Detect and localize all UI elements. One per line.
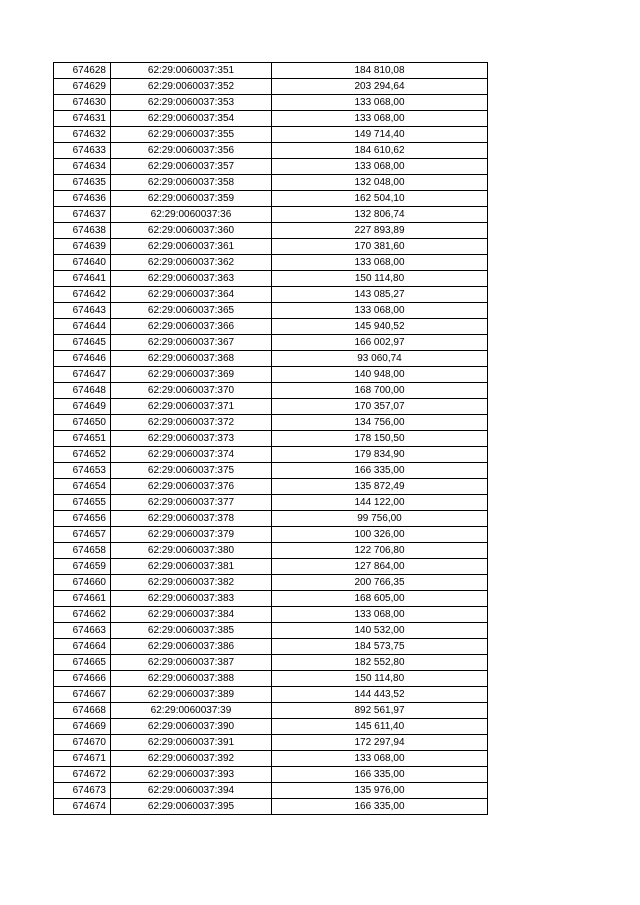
cadastral-number-cell: 62:29:0060037:372	[111, 415, 272, 431]
amount-cell: 133 068,00	[272, 111, 488, 127]
table-row	[54, 111, 488, 127]
row-number-cell: 674662	[54, 607, 111, 623]
table-row	[54, 239, 488, 255]
cadastral-number-cell: 62:29:0060037:367	[111, 335, 272, 351]
table-row	[54, 543, 488, 559]
amount-cell: 184 573,75	[272, 639, 488, 655]
table-row	[54, 415, 488, 431]
row-number-cell: 674660	[54, 575, 111, 591]
amount-cell: 184 810,08	[272, 63, 488, 79]
cadastral-number-cell: 62:29:0060037:391	[111, 735, 272, 751]
cadastral-number-cell: 62:29:0060037:356	[111, 143, 272, 159]
row-number-cell: 674654	[54, 479, 111, 495]
row-number-cell: 674648	[54, 383, 111, 399]
table-row	[54, 783, 488, 799]
amount-cell: 133 068,00	[272, 303, 488, 319]
row-number-cell: 674664	[54, 639, 111, 655]
table-row	[54, 431, 488, 447]
cadastral-number-cell: 62:29:0060037:353	[111, 95, 272, 111]
amount-cell: 203 294,64	[272, 79, 488, 95]
amount-cell: 140 948,00	[272, 367, 488, 383]
row-number-cell: 674661	[54, 591, 111, 607]
amount-cell: 140 532,00	[272, 623, 488, 639]
cadastral-number-cell: 62:29:0060037:384	[111, 607, 272, 623]
table-row	[54, 287, 488, 303]
amount-cell: 93 060,74	[272, 351, 488, 367]
amount-cell: 133 068,00	[272, 751, 488, 767]
row-number-cell: 674629	[54, 79, 111, 95]
table-row	[54, 767, 488, 783]
table-row	[54, 463, 488, 479]
cadastral-number-cell: 62:29:0060037:359	[111, 191, 272, 207]
amount-cell: 184 610,62	[272, 143, 488, 159]
cadastral-number-cell: 62:29:0060037:373	[111, 431, 272, 447]
data-table	[53, 62, 488, 815]
amount-cell: 135 872,49	[272, 479, 488, 495]
table-row	[54, 751, 488, 767]
cadastral-number-cell: 62:29:0060037:394	[111, 783, 272, 799]
cadastral-number-cell: 62:29:0060037:370	[111, 383, 272, 399]
cadastral-number-cell: 62:29:0060037:364	[111, 287, 272, 303]
row-number-cell: 674635	[54, 175, 111, 191]
cadastral-number-cell: 62:29:0060037:368	[111, 351, 272, 367]
amount-cell: 166 335,00	[272, 767, 488, 783]
row-number-cell: 674667	[54, 687, 111, 703]
table-row	[54, 671, 488, 687]
amount-cell: 166 002,97	[272, 335, 488, 351]
amount-cell: 135 976,00	[272, 783, 488, 799]
table-row	[54, 335, 488, 351]
row-number-cell: 674643	[54, 303, 111, 319]
table-row	[54, 319, 488, 335]
cadastral-number-cell: 62:29:0060037:361	[111, 239, 272, 255]
table-row	[54, 143, 488, 159]
row-number-cell: 674665	[54, 655, 111, 671]
table-body	[54, 63, 488, 815]
cadastral-number-cell: 62:29:0060037:379	[111, 527, 272, 543]
row-number-cell: 674657	[54, 527, 111, 543]
row-number-cell: 674645	[54, 335, 111, 351]
cadastral-number-cell: 62:29:0060037:376	[111, 479, 272, 495]
row-number-cell: 674658	[54, 543, 111, 559]
table-row	[54, 159, 488, 175]
amount-cell: 100 326,00	[272, 527, 488, 543]
cadastral-number-cell: 62:29:0060037:386	[111, 639, 272, 655]
row-number-cell: 674666	[54, 671, 111, 687]
row-number-cell: 674672	[54, 767, 111, 783]
table-row	[54, 527, 488, 543]
row-number-cell: 674663	[54, 623, 111, 639]
amount-cell: 122 706,80	[272, 543, 488, 559]
row-number-cell: 674633	[54, 143, 111, 159]
row-number-cell: 674653	[54, 463, 111, 479]
amount-cell: 132 806,74	[272, 207, 488, 223]
amount-cell: 172 297,94	[272, 735, 488, 751]
cadastral-number-cell: 62:29:0060037:366	[111, 319, 272, 335]
cadastral-number-cell: 62:29:0060037:360	[111, 223, 272, 239]
table-row	[54, 655, 488, 671]
cadastral-number-cell: 62:29:0060037:351	[111, 63, 272, 79]
row-number-cell: 674631	[54, 111, 111, 127]
cadastral-number-cell: 62:29:0060037:388	[111, 671, 272, 687]
cadastral-number-cell: 62:29:0060037:36	[111, 207, 272, 223]
amount-cell: 182 552,80	[272, 655, 488, 671]
amount-cell: 133 068,00	[272, 255, 488, 271]
cadastral-number-cell: 62:29:0060037:381	[111, 559, 272, 575]
cadastral-number-cell: 62:29:0060037:363	[111, 271, 272, 287]
table-row	[54, 175, 488, 191]
table-row	[54, 383, 488, 399]
table-row	[54, 623, 488, 639]
cadastral-number-cell: 62:29:0060037:365	[111, 303, 272, 319]
row-number-cell: 674670	[54, 735, 111, 751]
amount-cell: 170 381,60	[272, 239, 488, 255]
row-number-cell: 674668	[54, 703, 111, 719]
cadastral-number-cell: 62:29:0060037:390	[111, 719, 272, 735]
cadastral-number-cell: 62:29:0060037:358	[111, 175, 272, 191]
amount-cell: 168 605,00	[272, 591, 488, 607]
amount-cell: 143 085,27	[272, 287, 488, 303]
row-number-cell: 674673	[54, 783, 111, 799]
row-number-cell: 674656	[54, 511, 111, 527]
amount-cell: 144 122,00	[272, 495, 488, 511]
amount-cell: 133 068,00	[272, 159, 488, 175]
row-number-cell: 674639	[54, 239, 111, 255]
row-number-cell: 674646	[54, 351, 111, 367]
row-number-cell: 674630	[54, 95, 111, 111]
amount-cell: 162 504,10	[272, 191, 488, 207]
row-number-cell: 674636	[54, 191, 111, 207]
row-number-cell: 674650	[54, 415, 111, 431]
row-number-cell: 674634	[54, 159, 111, 175]
cadastral-number-cell: 62:29:0060037:39	[111, 703, 272, 719]
row-number-cell: 674647	[54, 367, 111, 383]
table-row	[54, 687, 488, 703]
amount-cell: 168 700,00	[272, 383, 488, 399]
cadastral-number-cell: 62:29:0060037:392	[111, 751, 272, 767]
amount-cell: 99 756,00	[272, 511, 488, 527]
amount-cell: 179 834,90	[272, 447, 488, 463]
table-row	[54, 591, 488, 607]
cadastral-number-cell: 62:29:0060037:393	[111, 767, 272, 783]
table-row	[54, 607, 488, 623]
table-row	[54, 223, 488, 239]
table-row	[54, 399, 488, 415]
row-number-cell: 674674	[54, 799, 111, 815]
cadastral-number-cell: 62:29:0060037:389	[111, 687, 272, 703]
table-row	[54, 799, 488, 815]
table-row	[54, 255, 488, 271]
row-number-cell: 674651	[54, 431, 111, 447]
table-row	[54, 447, 488, 463]
cadastral-number-cell: 62:29:0060037:354	[111, 111, 272, 127]
table-row	[54, 511, 488, 527]
table-row	[54, 95, 488, 111]
amount-cell: 145 611,40	[272, 719, 488, 735]
amount-cell: 178 150,50	[272, 431, 488, 447]
row-number-cell: 674644	[54, 319, 111, 335]
table-row	[54, 79, 488, 95]
cadastral-number-cell: 62:29:0060037:378	[111, 511, 272, 527]
table-row	[54, 303, 488, 319]
table-row	[54, 575, 488, 591]
table-row	[54, 735, 488, 751]
table-row	[54, 495, 488, 511]
amount-cell: 166 335,00	[272, 799, 488, 815]
amount-cell: 892 561,97	[272, 703, 488, 719]
row-number-cell: 674671	[54, 751, 111, 767]
row-number-cell: 674638	[54, 223, 111, 239]
cadastral-number-cell: 62:29:0060037:383	[111, 591, 272, 607]
table-row	[54, 351, 488, 367]
row-number-cell: 674659	[54, 559, 111, 575]
row-number-cell: 674640	[54, 255, 111, 271]
amount-cell: 149 714,40	[272, 127, 488, 143]
cadastral-number-cell: 62:29:0060037:387	[111, 655, 272, 671]
table-row	[54, 271, 488, 287]
row-number-cell: 674655	[54, 495, 111, 511]
amount-cell: 134 756,00	[272, 415, 488, 431]
amount-cell: 132 048,00	[272, 175, 488, 191]
table-row	[54, 703, 488, 719]
cadastral-number-cell: 62:29:0060037:362	[111, 255, 272, 271]
row-number-cell: 674642	[54, 287, 111, 303]
cadastral-number-cell: 62:29:0060037:377	[111, 495, 272, 511]
amount-cell: 133 068,00	[272, 607, 488, 623]
table-row	[54, 207, 488, 223]
amount-cell: 150 114,80	[272, 271, 488, 287]
row-number-cell: 674649	[54, 399, 111, 415]
cadastral-number-cell: 62:29:0060037:355	[111, 127, 272, 143]
table-row	[54, 639, 488, 655]
amount-cell: 127 864,00	[272, 559, 488, 575]
row-number-cell: 674641	[54, 271, 111, 287]
table-row	[54, 127, 488, 143]
amount-cell: 150 114,80	[272, 671, 488, 687]
table-row	[54, 479, 488, 495]
table-row	[54, 719, 488, 735]
amount-cell: 166 335,00	[272, 463, 488, 479]
cadastral-number-cell: 62:29:0060037:380	[111, 543, 272, 559]
row-number-cell: 674637	[54, 207, 111, 223]
row-number-cell: 674628	[54, 63, 111, 79]
row-number-cell: 674632	[54, 127, 111, 143]
amount-cell: 227 893,89	[272, 223, 488, 239]
cadastral-number-cell: 62:29:0060037:374	[111, 447, 272, 463]
amount-cell: 145 940,52	[272, 319, 488, 335]
row-number-cell: 674669	[54, 719, 111, 735]
table-row	[54, 63, 488, 79]
row-number-cell: 674652	[54, 447, 111, 463]
amount-cell: 144 443,52	[272, 687, 488, 703]
amount-cell: 133 068,00	[272, 95, 488, 111]
cadastral-number-cell: 62:29:0060037:357	[111, 159, 272, 175]
cadastral-number-cell: 62:29:0060037:382	[111, 575, 272, 591]
cadastral-number-cell: 62:29:0060037:395	[111, 799, 272, 815]
cadastral-number-cell: 62:29:0060037:352	[111, 79, 272, 95]
cadastral-number-cell: 62:29:0060037:369	[111, 367, 272, 383]
cadastral-number-cell: 62:29:0060037:371	[111, 399, 272, 415]
cadastral-number-cell: 62:29:0060037:385	[111, 623, 272, 639]
amount-cell: 170 357,07	[272, 399, 488, 415]
amount-cell: 200 766,35	[272, 575, 488, 591]
table-row	[54, 559, 488, 575]
cadastral-number-cell: 62:29:0060037:375	[111, 463, 272, 479]
table-row	[54, 367, 488, 383]
table-row	[54, 191, 488, 207]
